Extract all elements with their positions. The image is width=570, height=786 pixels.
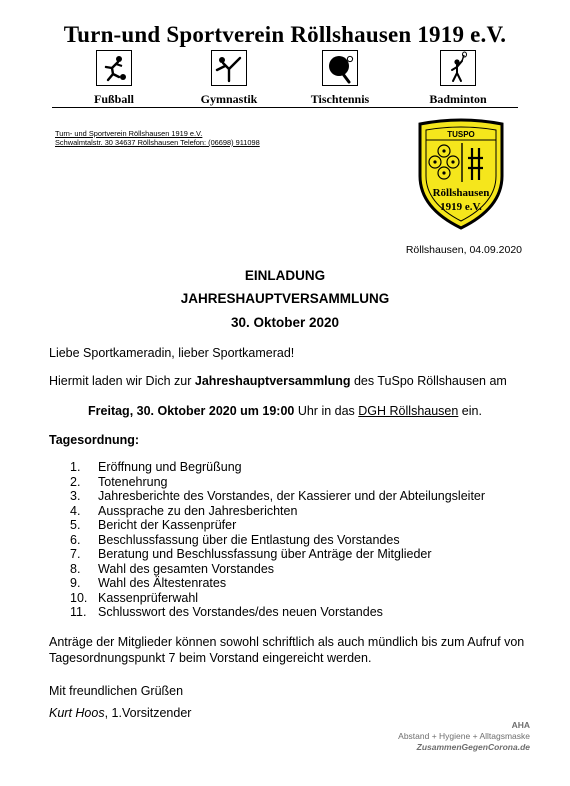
agenda-item-number: 8. [70, 561, 81, 576]
agenda-item-number: 1. [70, 460, 81, 474]
club-title: Turn-und Sportverein Röllshausen 1919 e.V. [63, 22, 507, 47]
agenda-item-number: 3. [70, 489, 81, 503]
motions-line-1: Anträge der Mitglieder können sowohl schriftlich als auch mündlich bis zum Aufruf von [49, 635, 525, 649]
crest-top-text: TUSPO [447, 130, 475, 139]
sport-label-table-tennis: Tischtennis [310, 92, 370, 106]
agenda-title: Tagesordnung: [49, 433, 140, 447]
crest-name: Röllshausen [432, 187, 490, 199]
agenda-item-number: 5. [70, 518, 81, 532]
agenda-item-text: Eröffnung und Begrüßung [98, 460, 242, 474]
aha-url: ZusammenGegenCorona.de [416, 742, 530, 752]
agenda-item [70, 576, 485, 591]
agenda-item-number: 10. [70, 590, 88, 605]
intro-post: des TuSpo Röllshausen am [350, 374, 507, 388]
meeting-datetime: Freitag, 30. Oktober 2020 um 19:00 [88, 404, 295, 418]
agenda-item [70, 504, 485, 519]
meeting-date-line [0, 404, 570, 419]
intro-line [49, 374, 507, 389]
signature-name: Kurt Hoos [49, 706, 105, 720]
club-crest-logo [414, 118, 508, 230]
agenda-item [70, 533, 485, 548]
intro-bold: Jahreshauptversammlung [194, 374, 351, 388]
meeting-location: DGH Röllshausen [358, 404, 459, 418]
sport-football [59, 50, 169, 107]
meeting-mid: Uhr in das [294, 404, 359, 418]
agenda-item-text: Totenehrung [98, 474, 168, 489]
agenda-item [70, 489, 485, 504]
motions-line-2: Tagesordnungspunkt 7 beim Vorstand eingereicht werden. [49, 651, 372, 665]
heading-meeting: JAHRESHAUPTVERSAMMLUNG [180, 291, 390, 306]
crest-year: 1919 e.V. [440, 201, 482, 213]
agenda-item [70, 605, 485, 620]
signature [49, 706, 191, 721]
sport-table-tennis [285, 50, 395, 107]
agenda-item-text: Beratung und Beschlussfassung über Anträge der Mitglieder [98, 547, 432, 561]
agenda-item-text: Schlusswort des Vorstandes/des neuen Vorstandes [98, 605, 383, 619]
sender-line-1: Turn- und Sportverein Röllshausen 1919 e.V. [55, 129, 203, 138]
aha-line: Abstand + Hygiene + Alltagsmaske [398, 731, 530, 741]
table-tennis-icon [322, 50, 358, 86]
agenda-item-text: Aussprache zu den Jahresberichten [98, 503, 298, 518]
agenda-item [70, 475, 485, 490]
signature-role: , 1.Vorsitzender [104, 706, 192, 720]
heading-date: 30. Oktober 2020 [230, 315, 340, 330]
agenda-item [70, 591, 485, 606]
sport-badminton [403, 50, 513, 107]
agenda-item-text: Jahresberichte des Vorstandes, der Kassierer und der Abteilungsleiter [98, 489, 486, 503]
football-player-icon [96, 50, 132, 86]
sport-label-football: Fußball [93, 92, 135, 106]
meeting-end: ein. [458, 404, 482, 418]
salutation: Liebe Sportkameradin, lieber Sportkamerad! [49, 346, 295, 360]
agenda-item [70, 562, 485, 577]
closing: Mit freundlichen Grüßen [49, 684, 184, 698]
agenda-item-number: 6. [70, 532, 81, 547]
heading-invitation: EINLADUNG [244, 268, 326, 283]
agenda-item-number: 4. [70, 503, 81, 518]
sport-gymnastics [174, 50, 284, 107]
sender-line-2: Schwalmtalstr. 30 34637 Röllshausen Telefon: (06698) 911098 [55, 138, 260, 147]
intro-pre: Hiermit laden wir Dich zur [49, 374, 195, 388]
sport-label-gymnastics: Gymnastik [200, 92, 258, 106]
agenda-item [70, 460, 485, 475]
badminton-player-icon [440, 50, 476, 86]
header-divider [52, 107, 518, 108]
agenda-item-text: Beschlussfassung über die Entlastung des Vorstandes [98, 532, 400, 547]
sender-address [55, 129, 260, 147]
agenda-item-text: Bericht der Kassenprüfer [98, 518, 237, 532]
agenda-item-number: 7. [70, 547, 81, 561]
agenda-item-number: 11. [70, 605, 87, 619]
aha-notice [398, 720, 530, 753]
sport-label-badminton: Badminton [429, 92, 487, 106]
place-date: Röllshausen, 04.09.2020 [405, 244, 522, 256]
agenda-item-text: Kassenprüferwahl [98, 590, 199, 605]
aha-title: AHA [511, 720, 530, 730]
agenda-item-number: 2. [70, 474, 81, 489]
agenda-item [70, 547, 485, 562]
agenda-item [70, 518, 485, 533]
agenda-item-number: 9. [70, 576, 81, 590]
agenda-list [70, 460, 485, 620]
agenda-item-text: Wahl des Ältestenrates [98, 576, 227, 590]
gymnast-icon [211, 50, 247, 86]
agenda-item-text: Wahl des gesamten Vorstandes [98, 561, 275, 576]
